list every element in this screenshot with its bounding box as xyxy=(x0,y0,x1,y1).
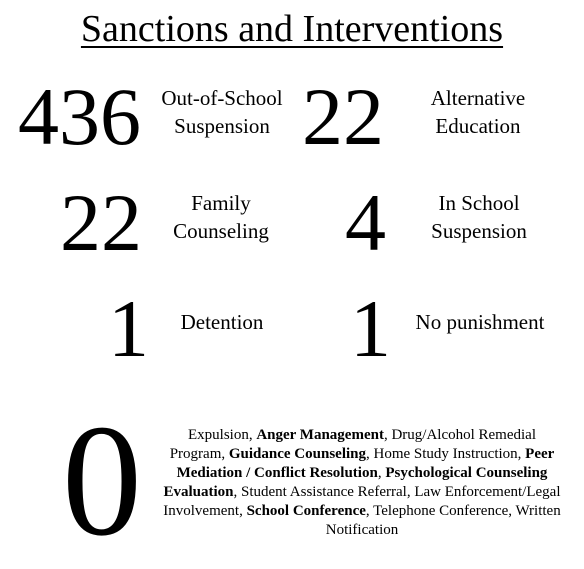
count-out-of-school-suspension: 436 xyxy=(18,71,141,162)
zero-list-entry: Student Assistance Referral xyxy=(241,484,407,500)
label-line: In School xyxy=(438,191,520,215)
label-detention: Detention xyxy=(180,310,264,334)
label-family-counseling xyxy=(158,189,284,245)
zero-list-entry: Expulsion xyxy=(187,427,249,443)
zero-list-entry: Drug/Alcohol Remedial Program xyxy=(169,427,537,462)
page-title: Sanctions and Interventions xyxy=(80,8,504,50)
label-no-punishment: No punishment xyxy=(415,310,545,334)
zero-sanctions-list: Expulsion, Anger Management, Drug/Alcohol Remedial Program, Guidance Counseling, Home Study Instruction, Peer Mediation / Conflict Resolution, Psychological Counseling Evaluation, Student Assistance Referral, Law Enforcement/Legal Involvement, School Conference, Telephone Conference, Written Notification xyxy=(163,427,561,538)
count-in-school-suspension: 4 xyxy=(345,177,386,268)
zero-list-entry: Peer Mediation / Conflict Resolution xyxy=(176,446,555,481)
label-line: Out-of-School xyxy=(161,86,283,110)
zero-list-entry: School Conference xyxy=(246,503,366,519)
count-alternative-education: 22 xyxy=(302,71,384,162)
label-out-of-school-suspension xyxy=(150,84,294,140)
zero-list-entry: Anger Management xyxy=(256,427,384,443)
label-line: Alternative xyxy=(430,86,526,110)
count-detention: 1 xyxy=(108,283,149,374)
label-line: Suspension xyxy=(431,219,527,243)
label-line: Family xyxy=(191,191,251,215)
zero-list-entry: Written Notification xyxy=(325,503,561,538)
label-in-school-suspension xyxy=(412,189,546,245)
count-no-punishment: 1 xyxy=(350,283,391,374)
label-alternative-education xyxy=(408,84,548,140)
zero-list-entry: Guidance Counseling xyxy=(228,446,366,462)
zero-list-entry: Home Study Instruction xyxy=(373,446,518,462)
label-line: Counseling xyxy=(173,219,269,243)
label-line: Suspension xyxy=(174,114,270,138)
zero-list-entry: Law Enforcement/Legal Involvement xyxy=(163,484,561,519)
zero-list-entry: Psychological Counseling Evaluation xyxy=(163,465,548,500)
label-line: Education xyxy=(435,114,521,138)
zero-list-entry: Telephone Conference xyxy=(373,503,509,519)
count-zero: 0 xyxy=(62,391,142,569)
count-family-counseling: 22 xyxy=(60,177,142,268)
